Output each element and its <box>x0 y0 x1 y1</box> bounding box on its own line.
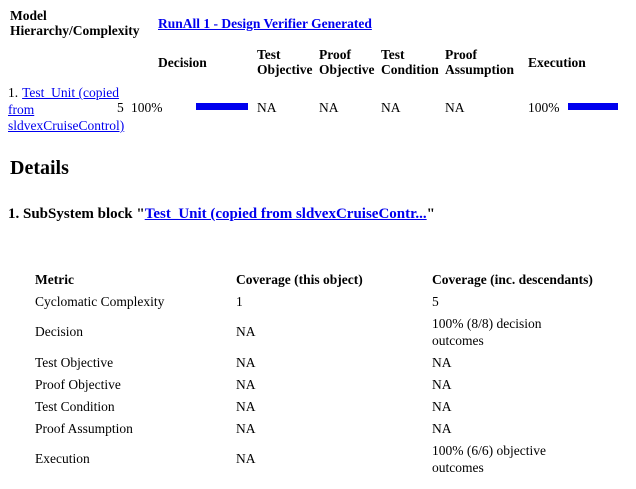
coverage-this-cell: NA <box>236 376 256 392</box>
coverage-this-cell: 1 <box>236 293 243 309</box>
metric-cell: Test Objective <box>35 354 114 370</box>
coverage-inc-descendants-column-header: Coverage (inc. descendants) <box>432 271 593 287</box>
column-header-test-condition: Test Condition <box>381 47 439 77</box>
subsystem-block-link[interactable]: Test_Unit (copied from sldvexCruiseContr... <box>144 206 427 222</box>
complexity-value: 5 <box>117 100 124 115</box>
coverage-this-cell: NA <box>236 324 256 339</box>
metric-column-header: Metric <box>35 271 74 287</box>
coverage-desc-cell: 5 <box>432 293 439 309</box>
coverage-desc-cell: 100% (6/6) objective outcomes <box>432 442 546 475</box>
hierarchy-row-index: 1. <box>8 85 19 100</box>
coverage-this-object-column-header: Coverage (this object) <box>236 271 363 287</box>
coverage-desc-cell: NA <box>432 398 452 414</box>
column-header-test-objective: Test Objective <box>257 47 313 77</box>
column-header-proof-assumption: Proof Assumption <box>445 47 515 77</box>
coverage-this-cell: NA <box>236 354 256 370</box>
model-hierarchy-complexity-header: Model Hierarchy/Complexity <box>10 8 140 38</box>
metric-coverage-table <box>35 268 615 478</box>
metric-cell: Test Condition <box>35 398 115 414</box>
model-hierarchy-summary-table <box>0 0 636 140</box>
table-row <box>35 417 615 439</box>
decision-coverage-percent: 100% <box>131 100 163 115</box>
column-header-decision: Decision <box>158 55 207 70</box>
coverage-this-cell: NA <box>236 398 256 414</box>
metric-cell: Execution <box>35 451 90 466</box>
metric-cell: Decision <box>35 324 83 339</box>
execution-coverage-bar <box>568 103 618 110</box>
hierarchy-row <box>8 85 130 135</box>
table-row <box>35 290 615 312</box>
run-link[interactable]: RunAll 1 - Design Verifier Generated <box>158 16 372 31</box>
details-heading: Details <box>10 157 69 179</box>
subsystem-block-heading <box>8 205 636 223</box>
test-objective-value: NA <box>257 100 277 115</box>
coverage-this-cell: NA <box>236 420 256 436</box>
decision-coverage-bar <box>196 103 248 110</box>
table-row <box>35 312 615 351</box>
metric-cell: Cyclomatic Complexity <box>35 293 165 309</box>
coverage-desc-cell: NA <box>432 354 452 370</box>
subsystem-heading-prefix: 1. SubSystem block " <box>8 206 145 222</box>
subsystem-heading-suffix: " <box>426 206 435 222</box>
table-header-row <box>35 268 615 290</box>
test-condition-value: NA <box>381 100 401 115</box>
table-row <box>35 395 615 417</box>
metric-cell: Proof Objective <box>35 376 121 392</box>
coverage-desc-cell: NA <box>432 420 452 436</box>
column-header-proof-objective: Proof Objective <box>319 47 375 77</box>
coverage-this-cell: NA <box>236 451 256 466</box>
table-row <box>35 373 615 395</box>
proof-objective-value: NA <box>319 100 339 115</box>
coverage-desc-cell: NA <box>432 376 452 392</box>
execution-coverage-percent: 100% <box>528 100 560 115</box>
column-header-execution: Execution <box>528 55 586 70</box>
table-row <box>35 351 615 373</box>
metric-cell: Proof Assumption <box>35 420 133 436</box>
table-row <box>35 439 615 478</box>
proof-assumption-value: NA <box>445 100 465 115</box>
coverage-desc-cell: 100% (8/8) decision outcomes <box>432 315 542 348</box>
test-unit-link[interactable]: Test_Unit (copied from sldvexCruiseControl) <box>8 85 125 133</box>
